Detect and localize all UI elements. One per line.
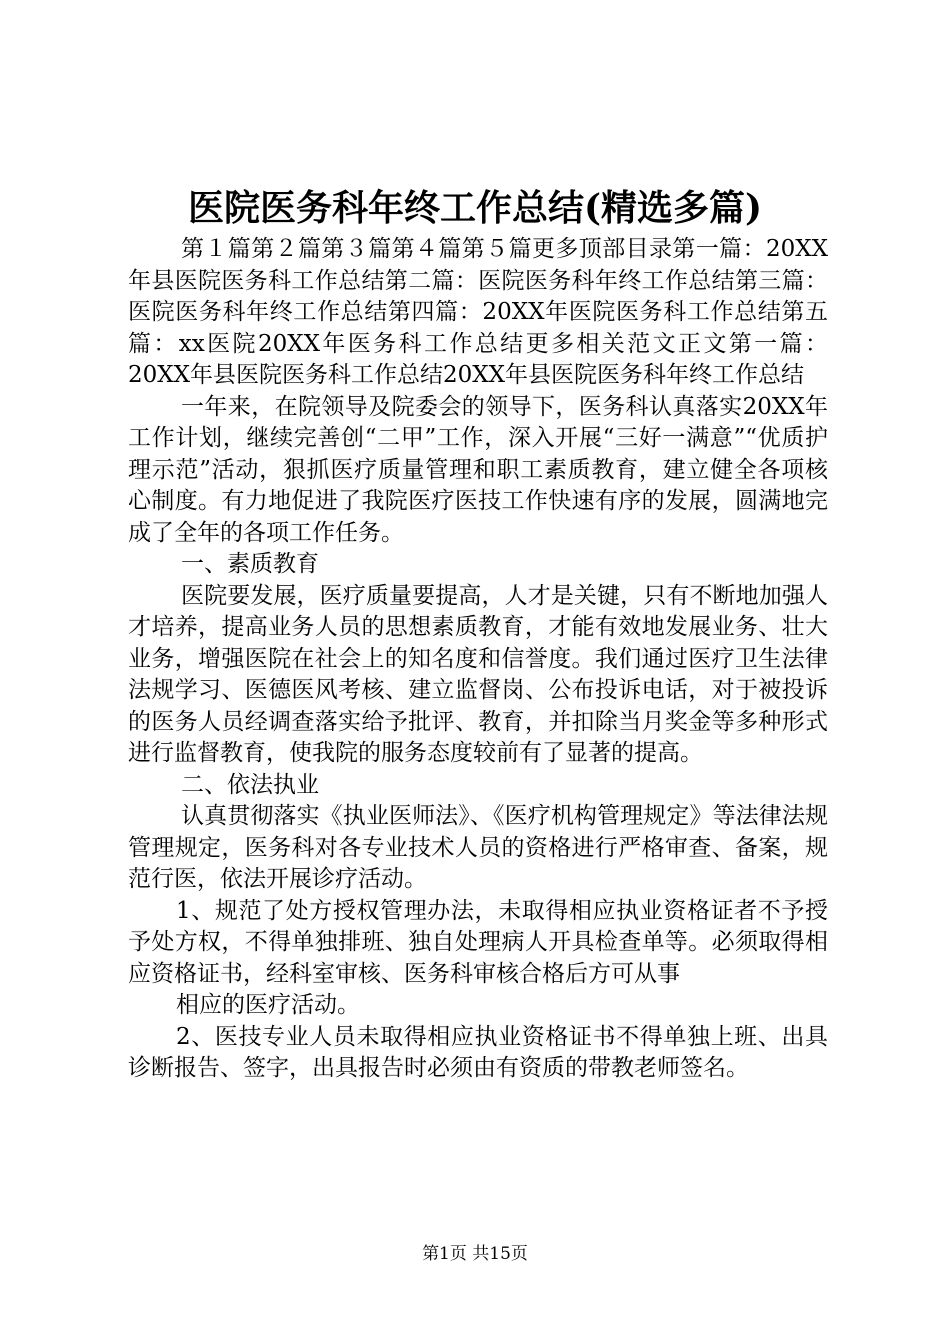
page-footer: 第1页 共15页	[422, 1244, 528, 1264]
section-heading-lawful-practice: 二、依法执业	[181, 771, 319, 798]
quality-education-paragraph: 医院要发展，医疗质量要提高，人才是关键，只有不断地加强人才培养，提高业务人员的思想素质教育，才能有效地发展业务、壮大业务，增强医院在社会上的知名度和信誉度。我们通过医疗卫生法律法规学习、医德医风考核、建立监督岗、公布投诉电话，对于被投诉的医务人员经调查落实给予批评、教育，并扣除当月奖金等多种形式进行监督教育，使我院的服务态度较前有了显著的提高。	[128, 582, 828, 766]
document-title: 医院医务科年终工作总结(精选多篇)	[187, 187, 763, 229]
document-body	[128, 234, 828, 1085]
intro-paragraph: 一年来，在院领导及院委会的领导下，医务科认真落实20XX年工作计划，继续完善创“二甲”工作，深入开展“三好一满意”“优质护理示范”活动，狠抓医疗质量管理和职工素质教育，建立健全各项核心制度。有力地促进了我院医疗医技工作快速有序的发展，圆满地完成了全年的各项工作任务。	[128, 393, 828, 546]
lawful-practice-paragraph: 认真贯彻落实《执业医师法》、《医疗机构管理规定》等法律法规管理规定，医务科对各专业技术人员的资格进行严格审查、备案，规范行医，依法开展诊疗活动。	[128, 803, 828, 892]
list-item-2: 2、医技专业人员未取得相应执业资格证书不得单独上班、出具诊断报告、签字，出具报告时必须由有资质的带教老师签名。	[128, 1023, 828, 1081]
table-of-contents-paragraph: 第１篇第２篇第３篇第４篇第５篇更多顶部目录第一篇：20XX年县医院医务科工作总结第二篇：医院医务科年终工作总结第三篇：医院医务科年终工作总结第四篇：20XX年医院医务科工作总结第五篇：xx医院20XX年医务科工作总结更多相关范文正文第一篇：20XX年县医院医务科工作总结20XX年县医院医务科年终工作总结	[128, 236, 828, 388]
list-item-1-continuation: 相应的医疗活动。	[176, 992, 360, 1018]
list-item-1: 1、规范了处方授权管理办法，未取得相应执业资格证者不予授予处方权，不得单独排班、独自处理病人开具检查单等。必须取得相应资格证书，经科室审核、医务科审核合格后方可从事	[128, 897, 828, 987]
section-heading-quality-education: 一、素质教育	[181, 551, 319, 577]
